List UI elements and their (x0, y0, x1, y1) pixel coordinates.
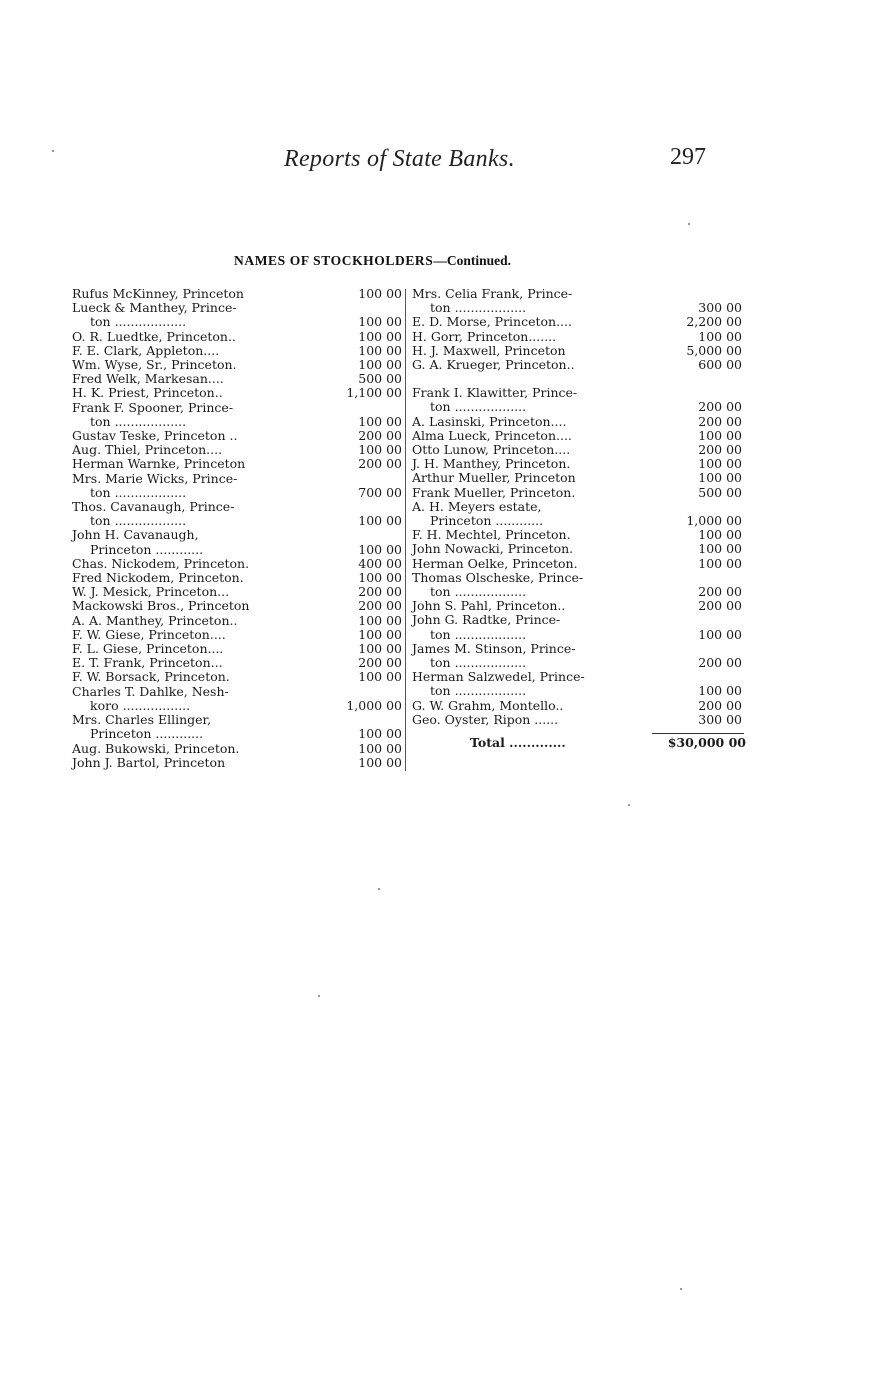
name-line: John H. Cavanaugh, (72, 527, 199, 543)
stockholder-name (412, 699, 630, 713)
stockholder-name (72, 472, 298, 500)
stockholder-amount: 100 00 (698, 470, 742, 486)
name-line: G. W. Grahm, Montello.. (412, 697, 564, 713)
name-continuation: ton .................. (430, 655, 527, 671)
stockholder-row (412, 287, 746, 315)
stockholder-amount: 1,000 00 (346, 697, 402, 713)
stockholder-amount: 1,000 00 (686, 513, 742, 529)
stockholder-name (412, 358, 630, 372)
name-line: H. K. Priest, Princeton.. (72, 385, 223, 401)
scan-speck (52, 150, 54, 152)
stockholder-row (72, 429, 410, 443)
stockholder-name (412, 429, 630, 443)
name-line: James M. Stinson, Prince- (412, 640, 576, 656)
stockholder-amount: 200 00 (358, 598, 402, 614)
stockholder-name (72, 443, 298, 457)
stockholder-name (72, 585, 298, 599)
stockholder-name (412, 330, 630, 344)
name-line: Thos. Cavanaugh, Prince- (72, 499, 235, 515)
stockholder-amount: 100 00 (358, 612, 402, 628)
stockholder-name (72, 287, 298, 301)
stockholder-name (72, 528, 298, 556)
stockholder-amount: 100 00 (698, 328, 742, 344)
stockholder-amount: 200 00 (358, 584, 402, 600)
stockholder-amount: 100 00 (358, 570, 402, 586)
stockholder-name (72, 614, 298, 628)
name-continuation: ton .................. (90, 413, 187, 429)
stockholder-name (72, 358, 298, 372)
stockholder-name (72, 301, 298, 329)
stockholder-name (72, 628, 298, 642)
stockholder-amount: 100 00 (358, 328, 402, 344)
name-line: H. J. Maxwell, Princeton (412, 342, 566, 358)
name-line: O. R. Luedtke, Princeton.. (72, 328, 236, 344)
stockholder-name (72, 386, 298, 400)
stockholder-row (72, 742, 410, 756)
table-title-main: NAMES OF STOCKHOLDERS (234, 253, 434, 268)
name-continuation: ton .................. (430, 626, 527, 642)
stockholder-row (72, 344, 410, 358)
name-line: Otto Lunow, Princeton.... (412, 442, 571, 458)
scan-speck (378, 888, 380, 890)
name-line: Wm. Wyse, Sr., Princeton. (72, 357, 237, 373)
stockholder-amount: 400 00 (358, 555, 402, 571)
stockholder-amount: 300 00 (698, 300, 742, 316)
stockholder-row (412, 315, 746, 329)
stockholder-row (72, 713, 410, 741)
stockholder-amount: 100 00 (358, 286, 402, 301)
name-line: Mrs. Marie Wicks, Prince- (72, 470, 238, 486)
name-line: Mrs. Charles Ellinger, (72, 712, 212, 728)
stockholder-row (412, 599, 746, 613)
name-line: A. Lasinski, Princeton.... (412, 413, 567, 429)
stockholder-amount: 200 00 (358, 655, 402, 671)
name-line: Herman Salzwedel, Prince- (412, 669, 585, 685)
name-continuation: ton .................. (430, 399, 527, 415)
total-label: Total ............. (470, 735, 566, 751)
stockholder-amount: 100 00 (358, 726, 402, 742)
stockholder-amount: 100 00 (698, 427, 742, 443)
stockholder-amount: 100 00 (698, 456, 742, 472)
table-title-suffix: —Continued. (433, 253, 512, 268)
name-line: Frank F. Spooner, Prince- (72, 399, 234, 415)
stockholder-amount: 700 00 (358, 484, 402, 500)
stockholder-name (72, 344, 298, 358)
name-line: G. A. Krueger, Princeton.. (412, 357, 575, 373)
stockholder-row (72, 656, 410, 670)
stockholder-name (72, 372, 298, 386)
name-continuation: ton .................. (90, 314, 187, 330)
name-continuation: Princeton ............ (430, 513, 544, 529)
name-line: Fred Nickodem, Princeton. (72, 570, 244, 586)
stockholder-row (412, 500, 746, 528)
stockholder-row (72, 287, 410, 301)
stockholder-amount: 100 00 (698, 555, 742, 571)
total-row (412, 736, 746, 750)
name-line: F. L. Giese, Princeton.... (72, 641, 224, 657)
name-line: Mackowski Bros., Princeton (72, 598, 250, 614)
name-line: Gustav Teske, Princeton .. (72, 428, 238, 444)
stockholder-name (412, 315, 630, 329)
stockholder-amount: 200 00 (698, 399, 742, 415)
entry-gap (412, 372, 746, 386)
name-line: Arthur Mueller, Princeton (412, 470, 576, 486)
stockholder-amount: 100 00 (698, 527, 742, 543)
name-continuation: koro ................. (90, 697, 191, 713)
name-continuation: Princeton ............ (90, 541, 204, 557)
stockholder-name (412, 542, 630, 556)
stockholder-row (412, 386, 746, 414)
stockholder-amount: 300 00 (698, 711, 742, 727)
stockholder-name (412, 500, 630, 528)
stockholder-name (72, 713, 298, 741)
stockholder-name (412, 443, 630, 457)
stockholder-amount: 200 00 (698, 655, 742, 671)
name-line: Thomas Olscheske, Prince- (412, 569, 584, 585)
name-line: Alma Lueck, Princeton.... (412, 427, 572, 443)
stockholder-name (72, 756, 298, 770)
stockholder-name (72, 500, 298, 528)
stockholder-amount: 2,200 00 (686, 314, 742, 330)
name-line: H. Gorr, Princeton....... (412, 328, 557, 344)
stockholder-amount: 100 00 (358, 754, 402, 770)
name-line: J. H. Manthey, Princeton. (412, 456, 571, 472)
table-title (234, 253, 511, 269)
stockholder-row (412, 571, 746, 599)
stockholder-amount: 100 00 (698, 626, 742, 642)
stockholder-name (72, 670, 298, 684)
stockholder-amount: 100 00 (698, 683, 742, 699)
name-line: F. H. Mechtel, Princeton. (412, 527, 571, 543)
stockholder-row (412, 670, 746, 698)
name-line: Herman Oelke, Princeton. (412, 555, 578, 571)
stockholder-row (412, 486, 746, 500)
stockholder-name (72, 742, 298, 756)
total-rule (652, 733, 744, 734)
stockholder-row (72, 386, 410, 400)
stockholders-left-column (72, 287, 410, 770)
stockholder-row (72, 443, 410, 457)
stockholder-name (412, 457, 630, 471)
stockholder-name (72, 429, 298, 443)
stockholder-row (72, 401, 410, 429)
stockholder-row (412, 713, 746, 727)
stockholder-name (412, 344, 630, 358)
stockholder-amount: 200 00 (698, 413, 742, 429)
stockholder-row (412, 358, 746, 372)
stockholder-row (72, 599, 410, 613)
stockholder-row (72, 528, 410, 556)
stockholder-name (72, 401, 298, 429)
name-line: John S. Pahl, Princeton.. (412, 598, 566, 614)
stockholder-amount: 200 00 (698, 598, 742, 614)
stockholder-name (412, 415, 630, 429)
stockholder-amount: 200 00 (698, 584, 742, 600)
stockholder-row (72, 330, 410, 344)
stockholder-name (412, 599, 630, 613)
stockholder-name (412, 528, 630, 542)
stockholder-row (72, 670, 410, 684)
stockholder-row (72, 756, 410, 770)
stockholder-row (412, 429, 746, 443)
name-line: Frank I. Klawitter, Prince- (412, 385, 578, 401)
stockholder-amount: 200 00 (358, 456, 402, 472)
stockholder-amount: 100 00 (358, 314, 402, 330)
name-line: Fred Welk, Markesan.... (72, 371, 224, 387)
name-line: A. A. Manthey, Princeton.. (72, 612, 238, 628)
name-line: Rufus McKinney, Princeton (72, 286, 244, 301)
stockholder-amount: 1,100 00 (346, 385, 402, 401)
stockholder-amount: 500 00 (698, 484, 742, 500)
name-continuation: Princeton ............ (90, 726, 204, 742)
stockholder-row (412, 613, 746, 641)
stockholder-name (412, 642, 630, 670)
stockholder-row (72, 642, 410, 656)
stockholder-amount: 100 00 (358, 740, 402, 756)
stockholder-amount: 600 00 (698, 357, 742, 373)
name-line: Lueck & Manthey, Prince- (72, 300, 237, 316)
stockholder-row (412, 344, 746, 358)
stockholder-amount: 100 00 (358, 669, 402, 685)
stockholder-amount: 100 00 (358, 357, 402, 373)
stockholder-amount: 100 00 (358, 541, 402, 557)
name-continuation: ton .................. (430, 683, 527, 699)
running-head: Reports of State Banks. (284, 146, 515, 172)
stockholder-row (412, 471, 746, 485)
stockholder-amount: 100 00 (358, 413, 402, 429)
name-line: E. D. Morse, Princeton.... (412, 314, 572, 330)
stockholder-amount: 100 00 (358, 626, 402, 642)
name-line: John Nowacki, Princeton. (412, 541, 574, 557)
name-line: Charles T. Dahlke, Nesh- (72, 683, 229, 699)
scan-speck (318, 995, 320, 997)
stockholder-row (412, 642, 746, 670)
stockholder-row (72, 500, 410, 528)
stockholder-amount: 100 00 (358, 641, 402, 657)
scan-speck (680, 1288, 682, 1290)
stockholder-amount: 200 00 (698, 697, 742, 713)
name-line: Aug. Bukowski, Princeton. (72, 740, 240, 756)
name-line: Herman Warnke, Princeton (72, 456, 246, 472)
name-line: Geo. Oyster, Ripon ...... (412, 711, 559, 727)
stockholder-name (72, 330, 298, 344)
total-amount: $30,000 00 (667, 735, 746, 751)
stockholder-row (412, 699, 746, 713)
stockholder-row (72, 614, 410, 628)
stockholder-row (72, 685, 410, 713)
stockholder-name (412, 486, 630, 500)
name-continuation: ton .................. (430, 300, 527, 316)
stockholder-name (72, 642, 298, 656)
stockholder-amount: 100 00 (698, 541, 742, 557)
scan-speck (628, 804, 630, 806)
stockholder-name (72, 571, 298, 585)
stockholder-row (72, 628, 410, 642)
stockholder-row (72, 457, 410, 471)
stockholder-name (412, 713, 630, 727)
name-line: Chas. Nickodem, Princeton. (72, 555, 250, 571)
stockholder-name (412, 557, 630, 571)
stockholder-row (412, 443, 746, 457)
name-line: F. W. Giese, Princeton.... (72, 626, 226, 642)
scan-speck (688, 223, 690, 225)
stockholders-right-list (412, 287, 746, 727)
stockholder-amount: 100 00 (358, 513, 402, 529)
stockholder-row (72, 358, 410, 372)
stockholder-amount: 200 00 (358, 428, 402, 444)
name-line: Mrs. Celia Frank, Prince- (412, 286, 573, 301)
name-line: Aug. Thiel, Princeton.... (72, 442, 223, 458)
stockholder-row (412, 330, 746, 344)
stockholder-amount: 5,000 00 (686, 342, 742, 358)
stockholder-name (412, 571, 630, 599)
stockholder-amount: 200 00 (698, 442, 742, 458)
stockholder-name (72, 599, 298, 613)
stockholder-name (412, 471, 630, 485)
name-line: F. E. Clark, Appleton.... (72, 342, 220, 358)
name-line: John G. Radtke, Prince- (412, 612, 561, 628)
stockholder-row (72, 372, 410, 386)
stockholder-row (412, 457, 746, 471)
stockholder-amount: 100 00 (358, 342, 402, 358)
name-line: John J. Bartol, Princeton (72, 754, 226, 770)
stockholder-name (72, 457, 298, 471)
stockholder-row (412, 557, 746, 571)
stockholder-amount: 100 00 (358, 442, 402, 458)
stockholder-name (412, 613, 630, 641)
stockholder-row (72, 472, 410, 500)
stockholder-row (412, 528, 746, 542)
name-continuation: ton .................. (90, 513, 187, 529)
name-line: F. W. Borsack, Princeton. (72, 669, 230, 685)
stockholder-name (72, 656, 298, 670)
stockholder-amount: 500 00 (358, 371, 402, 387)
stockholder-row (412, 542, 746, 556)
stockholder-name (412, 386, 630, 414)
stockholder-row (72, 301, 410, 329)
stockholder-name (72, 557, 298, 571)
stockholder-row (72, 585, 410, 599)
name-line: Frank Mueller, Princeton. (412, 484, 576, 500)
name-line: E. T. Frank, Princeton... (72, 655, 223, 671)
stockholder-row (72, 571, 410, 585)
page-number: 297 (670, 144, 706, 170)
name-line: W. J. Mesick, Princeton... (72, 584, 230, 600)
name-line: A. H. Meyers estate, (412, 498, 542, 514)
name-continuation: ton .................. (90, 484, 187, 500)
stockholder-row (72, 557, 410, 571)
stockholders-right-column (412, 287, 746, 750)
name-continuation: ton .................. (430, 584, 527, 600)
stockholder-name (412, 287, 630, 315)
stockholder-name (72, 685, 298, 713)
stockholder-name (412, 670, 630, 698)
stockholder-row (412, 415, 746, 429)
